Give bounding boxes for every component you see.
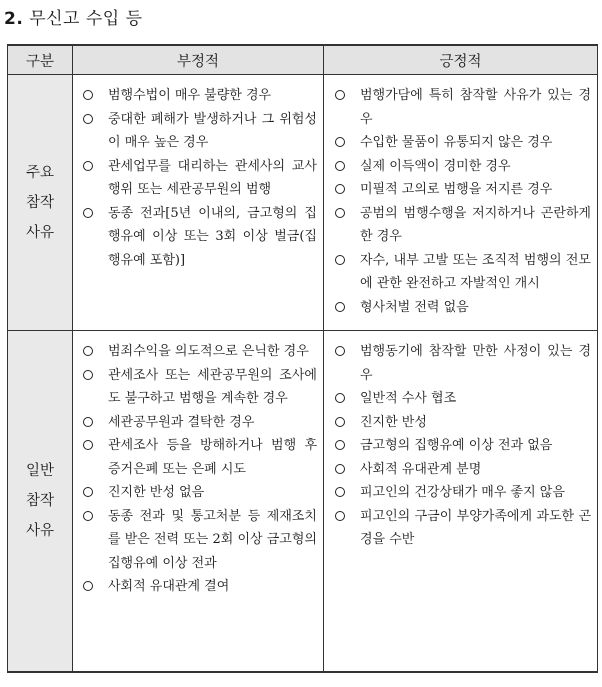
circle-bullet-icon (83, 161, 93, 171)
list-item (81, 84, 317, 108)
list-item-text: 자수, 내부 고발 또는 조직적 범행의 전모에 관한 완전하고 자발적인 개시 (360, 252, 591, 291)
circle-bullet-icon (335, 393, 345, 403)
circle-bullet-icon (335, 90, 345, 100)
list-item-text: 피고인의 구금이 부양가족에게 과도한 곤경을 수반 (360, 508, 591, 547)
list-item-text: 범행가담에 특히 참작할 사유가 있는 경우 (360, 88, 591, 127)
header-negative: 부정적 (73, 45, 324, 75)
list-item (81, 411, 317, 435)
list-item-text: 범행수법이 매우 불량한 경우 (108, 88, 272, 103)
list-item-text: 관세업무를 대리하는 관세사의 교사행위 또는 세관공무원의 범행 (108, 158, 317, 197)
list-item (333, 249, 591, 296)
circle-bullet-icon (83, 440, 93, 450)
list-item (81, 340, 317, 364)
header-category: 구분 (8, 45, 73, 75)
circle-bullet-icon (83, 370, 93, 380)
list-item (333, 434, 591, 458)
list-item (333, 155, 591, 179)
circle-bullet-icon (335, 137, 345, 147)
circle-bullet-icon (335, 161, 345, 171)
list-item (333, 505, 591, 552)
list-item-text: 범죄수익을 의도적으로 은닉한 경우 (108, 344, 309, 359)
list-item (333, 340, 591, 387)
list-item (333, 84, 591, 131)
negative-factors-list (73, 75, 323, 272)
circle-bullet-icon (335, 417, 345, 427)
list-item-text: 관세조사 또는 세관공무원의 조사에도 불구하고 범행을 계속한 경우 (108, 367, 317, 406)
circle-bullet-icon (335, 464, 345, 474)
list-item-text: 사회적 유대관계 분명 (360, 461, 482, 477)
circle-bullet-icon (83, 346, 93, 356)
circle-bullet-icon (83, 581, 93, 591)
category-label-line: 사유 (25, 523, 54, 539)
category-label-line: 주요 (25, 164, 54, 181)
list-item-text: 진지한 반성 없음 (108, 485, 205, 500)
positive-factors-list (324, 331, 597, 552)
list-item (81, 364, 317, 411)
circle-bullet-icon (335, 184, 345, 194)
table-header-row (8, 45, 598, 75)
circle-bullet-icon (335, 346, 345, 356)
positive-factors-cell (324, 75, 598, 331)
list-item-text: 미필적 고의로 범행을 저지른 경우 (360, 182, 553, 197)
circle-bullet-icon (83, 208, 93, 218)
list-item-text: 세관공무원과 결탁한 경우 (108, 414, 255, 430)
negative-factors-list (73, 331, 323, 599)
list-item (333, 202, 591, 249)
category-cell (8, 331, 73, 673)
positive-factors-cell (324, 331, 598, 673)
list-item (81, 505, 317, 576)
positive-factors-list (324, 75, 597, 319)
list-item-text: 사회적 유대관계 결여 (108, 579, 230, 594)
category-label-line: 참작 (25, 194, 54, 211)
list-item (81, 434, 317, 481)
circle-bullet-icon (335, 208, 345, 218)
list-item (81, 575, 317, 599)
list-item-text: 진지한 반성 (360, 414, 427, 430)
list-item (333, 481, 591, 505)
list-item-text: 동종 전과[5년 이내의, 금고형의 집행유예 이상 또는 3회 이상 벌금(집행유예 포함)] (108, 205, 317, 268)
list-item-text: 금고형의 집행유예 이상 전과 없음 (360, 438, 553, 453)
header-positive: 긍정적 (324, 45, 598, 75)
list-item-text: 형사처벌 전력 없음 (360, 299, 469, 315)
list-item (333, 131, 591, 155)
circle-bullet-icon (83, 417, 93, 427)
table-row (8, 75, 598, 331)
section-heading (4, 4, 143, 34)
circle-bullet-icon (335, 487, 345, 497)
list-item-text: 동종 전과 및 통고처분 등 제재조치를 받은 전력 또는 2회 이상 금고형의 집행유예 이상 전과 (108, 508, 317, 571)
section-number: 2. (4, 9, 24, 29)
list-item (81, 108, 317, 155)
list-item-text: 수입한 물품이 유통되지 않은 경우 (360, 135, 553, 150)
table-row (8, 331, 598, 673)
circle-bullet-icon (83, 511, 93, 521)
list-item-text: 공범의 범행수행을 저지하거나 곤란하게 한 경우 (360, 205, 591, 244)
list-item-text: 피고인의 건강상태가 매우 좋지 않음 (360, 485, 565, 500)
negative-factors-cell (73, 75, 324, 331)
circle-bullet-icon (83, 90, 93, 100)
list-item (333, 458, 591, 482)
list-item (333, 387, 591, 411)
list-item (81, 202, 317, 273)
factors-table (7, 44, 598, 673)
list-item (333, 411, 591, 435)
list-item (333, 296, 591, 320)
circle-bullet-icon (83, 114, 93, 124)
list-item-text: 실제 이득액이 경미한 경우 (360, 158, 511, 174)
category-label-line: 일반 (25, 463, 54, 479)
list-item-text: 일반적 수사 협조 (360, 391, 457, 406)
section-title: 무신고 수입 등 (29, 9, 143, 29)
list-item-text: 관세조사 등을 방해하거나 범행 후 증거은폐 또는 은폐 시도 (108, 438, 317, 477)
list-item (81, 155, 317, 202)
circle-bullet-icon (83, 487, 93, 497)
circle-bullet-icon (335, 511, 345, 521)
category-label-line: 사유 (25, 224, 54, 241)
list-item (333, 178, 591, 202)
category-label-line: 참작 (25, 493, 54, 509)
negative-factors-cell (73, 331, 324, 673)
list-item (81, 481, 317, 505)
circle-bullet-icon (335, 255, 345, 265)
circle-bullet-icon (335, 440, 345, 450)
circle-bullet-icon (335, 302, 345, 312)
list-item-text: 중대한 폐해가 발생하거나 그 위험성이 매우 높은 경우 (108, 111, 317, 150)
list-item-text: 범행동기에 참작할 만한 사정이 있는 경우 (360, 344, 591, 383)
category-cell (8, 75, 73, 331)
